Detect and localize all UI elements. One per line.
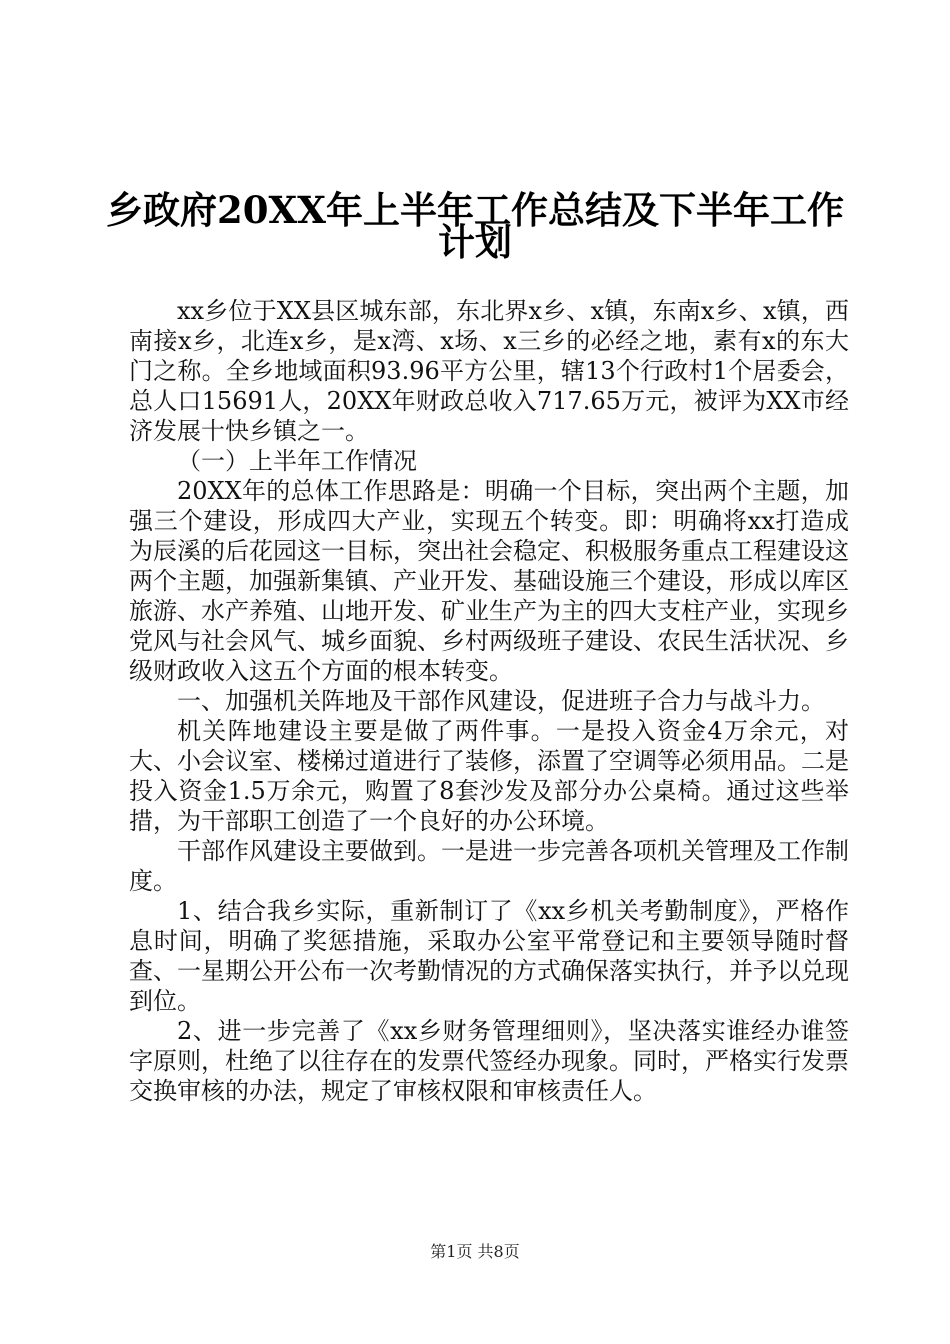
section-heading: （一）上半年工作情况 xyxy=(177,447,417,475)
paragraph-intro: xx乡位于XX县区城东部，东北界x乡、x镇，东南x乡、x镇，西南接x乡，北连x乡，是x湾、x场、x三乡的必经之地，素有x的东大门之称。全乡地域面积93.96平方公里，辖13个行政村1个居委会，总人口15691人，20XX年财政总收入717.65万元，被评为XX市经济发展十快乡镇之一。 xyxy=(129,297,849,445)
paragraph-cadre-style: 干部作风建设主要做到。一是进一步完善各项机关管理及工作制度。 xyxy=(129,837,849,895)
paragraph-item-1: 1、结合我乡实际，重新制订了《xx乡机关考勤制度》，严格作息时间，明确了奖惩措施，采取办公室平常登记和主要领导随时督查、一星期公开公布一次考勤情况的方式确保落实执行，并予以兑现到位。 xyxy=(129,897,849,1015)
subheading-1: 一、加强机关阵地及干部作风建设，促进班子合力与战斗力。 xyxy=(177,687,825,715)
page-number: 第1页 共8页 xyxy=(430,1242,520,1261)
document-title-line-1: 乡政府20XX年上半年工作总结及下半年工作 xyxy=(106,188,844,232)
document-body xyxy=(129,296,849,1106)
document-title-line-2: 计划 xyxy=(438,220,512,264)
paragraph-item-2: 2、进一步完善了《xx乡财务管理细则》，坚决落实谁经办谁签字原则，杜绝了以往存在的发票代签经办现象。同时，严格实行发票交换审核的办法，规定了审核权限和审核责任人。 xyxy=(129,1017,849,1105)
paragraph-office-building: 机关阵地建设主要是做了两件事。一是投入资金4万余元，对大、小会议室、楼梯过道进行了装修，添置了空调等必须用品。二是投入资金1.5万余元，购置了8套沙发及部分办公桌椅。通过这些举措，为干部职工创造了一个良好的办公环境。 xyxy=(129,717,849,835)
paragraph-overall-plan: 20XX年的总体工作思路是：明确一个目标，突出两个主题，加强三个建设，形成四大产业，实现五个转变。即：明确将xx打造成为辰溪的后花园这一目标，突出社会稳定、积极服务重点工程建设这两个主题，加强新集镇、产业开发、基础设施三个建设，形成以库区旅游、水产养殖、山地开发、矿业生产为主的四大支柱产业，实现乡党风与社会风气、城乡面貌、乡村两级班子建设、农民生活状况、乡级财政收入这五个方面的根本转变。 xyxy=(129,477,849,685)
